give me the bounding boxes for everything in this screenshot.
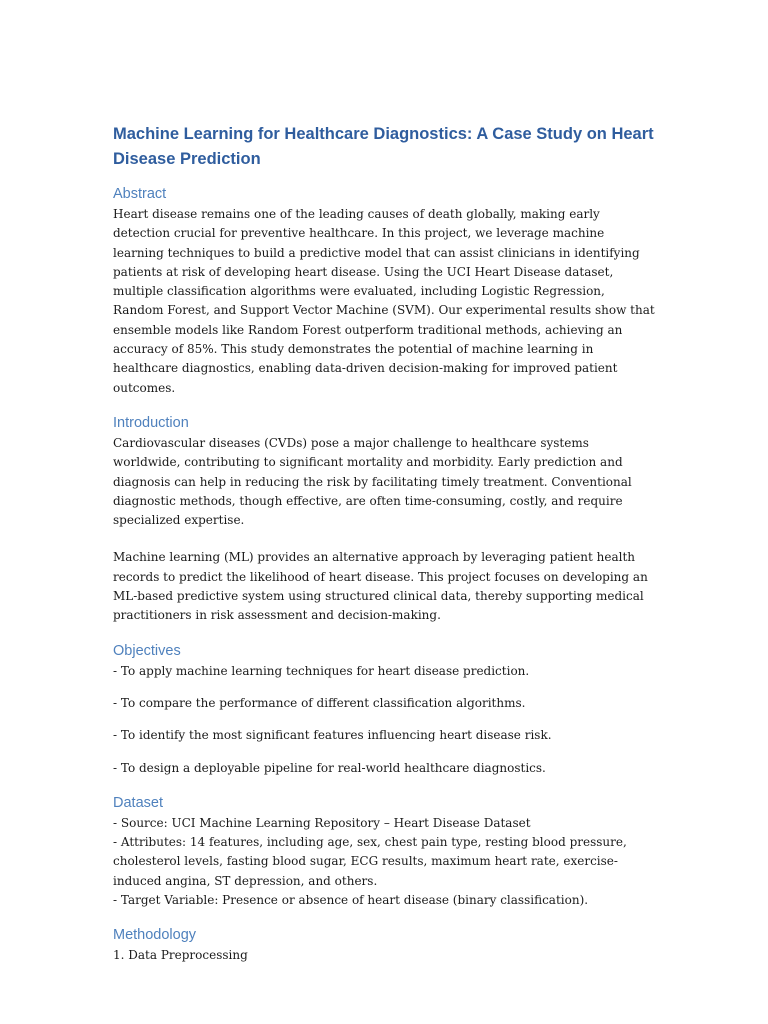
document-page: [113, 122, 658, 981]
methodology-item: 1. Data Preprocessing: [113, 948, 248, 963]
dataset-item: - Attributes: 14 features, including age, sex, chest pain type, resting blood pressure, cholesterol levels, fasting blood sugar, ECG results, maximum heart rate, exercise-induced angina, ST depression, and others.: [113, 835, 627, 888]
abstract-section: [113, 184, 658, 398]
objectives-heading: Objectives: [113, 642, 181, 659]
document-title: Machine Learning for Healthcare Diagnostics: A Case Study on Heart Disease Prediction: [113, 125, 654, 168]
introduction-paragraph: Cardiovascular diseases (CVDs) pose a major challenge to healthcare systems worldwide, contributing to significant mortality and morbidity. Early prediction and diagnosis can help in reducing the risk by facilitating timely treatment. Conventional diagnostic methods, though effective, are often time-consuming, costly, and require specialized expertise.: [113, 435, 632, 528]
abstract-heading: Abstract: [113, 186, 167, 202]
objective-item: - To identify the most significant features influencing heart disease risk.: [113, 728, 552, 743]
abstract-text: Heart disease remains one of the leading causes of death globally, making early detection crucial for preventive healthcare. In this project, we leverage machine learning techniques to build a predictive model that can assist clinicians in identifying patients at risk of developing heart disease. Using the UCI Heart Disease dataset, multiple classification algorithms were evaluated, including Logistic Regression, Random Forest, and Support Vector Machine (SVM). Our experimental results show that ensemble models like Random Forest outperform traditional methods, achieving an accuracy of 85%. This study demonstrates the potential of machine learning in healthcare diagnostics, enabling data-driven decision-making for improved patient outcomes.: [113, 207, 655, 395]
introduction-heading: Introduction: [113, 414, 189, 431]
objectives-section: [113, 641, 658, 778]
objective-item: - To apply machine learning techniques for heart disease prediction.: [113, 663, 530, 678]
dataset-item: - Source: UCI Machine Learning Repository – Heart Disease Dataset: [113, 815, 531, 830]
introduction-paragraph: Machine learning (ML) provides an alternative approach by leveraging patient health records to predict the likelihood of heart disease. This project focuses on developing an ML-based predictive system using structured clinical data, thereby supporting medical practitioners in risk assessment and decision-making.: [113, 550, 648, 623]
dataset-heading: Dataset: [113, 794, 163, 811]
introduction-section: [113, 413, 658, 626]
methodology-section: [113, 925, 658, 965]
methodology-heading: Methodology: [113, 927, 197, 944]
dataset-section: [113, 793, 658, 910]
objective-item: - To design a deployable pipeline for real-world healthcare diagnostics.: [113, 760, 546, 775]
objective-item: - To compare the performance of different classification algorithms.: [113, 695, 526, 710]
dataset-item: - Target Variable: Presence or absence of heart disease (binary classification).: [113, 893, 589, 908]
